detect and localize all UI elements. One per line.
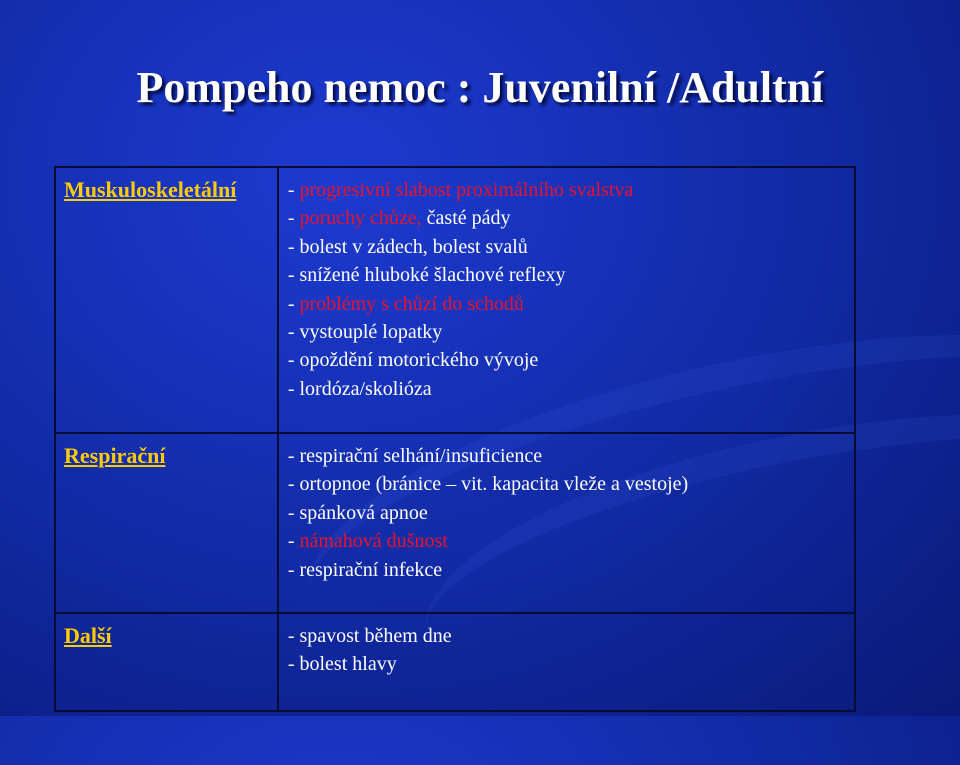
category-cell (55, 613, 278, 711)
slide-title: Pompeho nemoc : Juvenilní /Adultní (136, 63, 824, 112)
bullet-dash: - (287, 445, 300, 467)
bullet-dash: - (287, 625, 300, 647)
symptom-text: vystouplé lopatky (299, 321, 443, 344)
bullet-dash: - (287, 473, 300, 496)
category-label: Muskuloskeletální (64, 177, 237, 202)
symptom-line (288, 556, 854, 584)
symptom-line (288, 233, 854, 261)
symptom-text: respirační infekce (299, 558, 443, 581)
symptom-list (288, 442, 854, 584)
table-row (55, 433, 855, 613)
bullet-dash: - (287, 292, 300, 315)
symptom-text: bolest v zádech, bolest svalů (299, 235, 528, 258)
symptom-list (288, 176, 854, 403)
symptom-line (288, 176, 854, 204)
symptoms-cell (278, 167, 855, 433)
bullet-dash: - (287, 207, 300, 230)
symptom-text: časté pády (421, 207, 511, 230)
symptom-line (288, 527, 854, 555)
category-cell (55, 433, 278, 613)
symptom-line (288, 318, 854, 346)
highlighted-symptom: progresivní slabost proximálního svalstva (299, 179, 634, 201)
bullet-dash: - (287, 321, 300, 344)
symptom-list (288, 622, 854, 679)
symptom-text: lordóza/skolióza (299, 377, 432, 400)
bullet-dash: - (287, 558, 300, 581)
symptom-text: opoždění motorického vývoje (299, 349, 539, 372)
symptom-line (288, 442, 854, 470)
table-row (55, 167, 855, 433)
symptom-text: spavost během dne (299, 625, 452, 647)
symptom-line (288, 204, 854, 232)
symptoms-cell (278, 433, 855, 613)
symptom-text: spánková apnoe (299, 501, 428, 524)
symptom-line (288, 470, 854, 498)
bullet-dash: - (287, 349, 300, 372)
symptom-text: snížené hluboké šlachové reflexy (299, 264, 566, 287)
bullet-dash: - (287, 264, 300, 287)
symptom-line (288, 650, 854, 678)
highlighted-symptom: námahová dušnost (299, 530, 448, 553)
symptom-text: bolest hlavy (299, 653, 397, 676)
highlighted-symptom: problémy s chůzí do schodů (299, 292, 524, 315)
bullet-dash: - (287, 179, 300, 201)
bullet-dash: - (287, 377, 300, 400)
category-cell (55, 167, 278, 433)
category-label: Respirační (64, 443, 166, 468)
symptom-table (54, 166, 856, 712)
symptom-text: respirační selhání/insuficience (299, 445, 543, 467)
symptom-line (288, 346, 854, 374)
symptom-line (288, 290, 854, 318)
bullet-dash: - (287, 235, 300, 258)
symptom-line (288, 499, 854, 527)
symptom-line (288, 261, 854, 289)
highlighted-symptom: poruchy chůze, (299, 207, 422, 230)
category-label: Další (64, 623, 112, 648)
bullet-dash: - (287, 530, 300, 553)
bullet-dash: - (287, 501, 300, 524)
bullet-dash: - (287, 653, 300, 676)
symptom-text: ortopnoe (bránice – vit. kapacita vleže a vestoje) (299, 473, 689, 496)
symptoms-cell (278, 613, 855, 711)
table-row (55, 613, 855, 711)
symptom-line (288, 375, 854, 403)
symptom-line (288, 622, 854, 650)
